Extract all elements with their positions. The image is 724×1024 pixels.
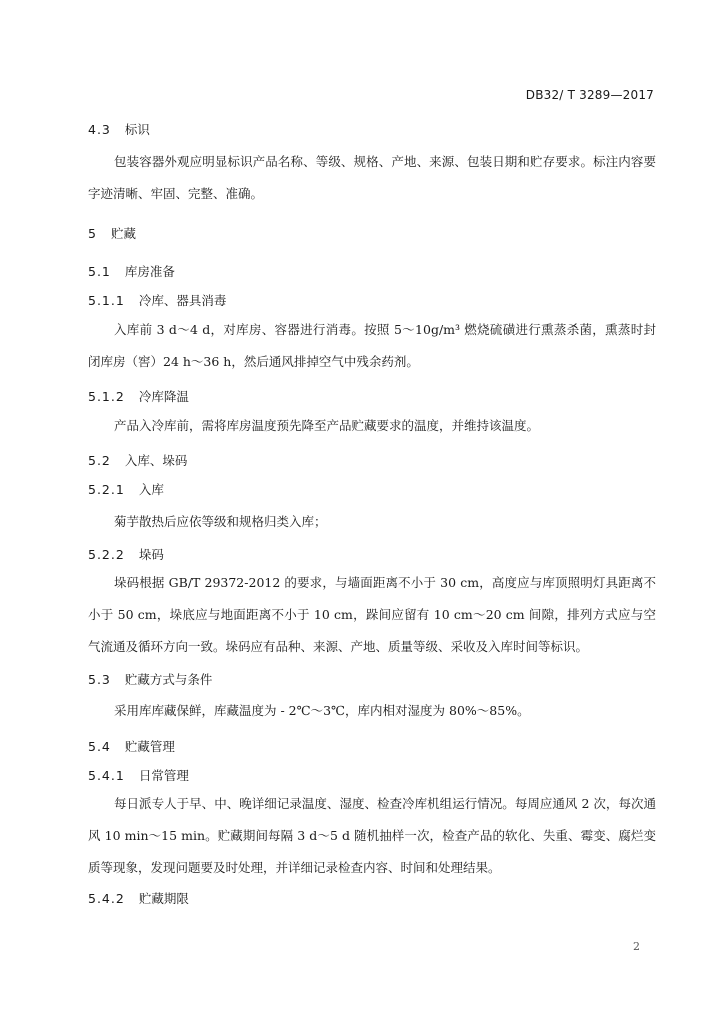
- section-number: 5.2: [88, 453, 111, 468]
- section-number: 5.2.2: [88, 547, 125, 562]
- heading-5-1-2: [88, 387, 189, 405]
- section-number: 5.3: [88, 672, 111, 687]
- section-title: 冷库降温: [138, 389, 189, 404]
- heading-5-3: [88, 670, 212, 688]
- section-title: 日常管理: [138, 768, 189, 783]
- section-number: 4.3: [88, 122, 111, 137]
- section-number: 5.4.2: [88, 891, 125, 906]
- section-number: 5.1.2: [88, 389, 125, 404]
- paragraph-5-4-1: 每日派专人于早、中、晚详细记录温度、湿度、检查冷库机组运行情况。每周应通风 2 次，每次通风 10 min～15 min。贮藏期间每隔 3 d～5 d 随机抽样一次，检查产品的软化、失重、霉变、腐烂变质等现象，发现问题要及时处理，并详细记录检查内容、时间和处理结果。: [88, 796, 656, 875]
- heading-5: [88, 224, 136, 242]
- paragraph-4-3: 包装容器外观应明显标识产品名称、等级、规格、产地、来源、包装日期和贮存要求。标注内容要字迹清晰、牢固、完整、准确。: [88, 154, 656, 201]
- heading-5-4: [88, 737, 175, 755]
- section-number: 5.4: [88, 739, 111, 754]
- paragraph-5-2-1: 菊芋散热后应依等级和规格归类入库；: [114, 514, 327, 529]
- section-title: 贮藏: [110, 226, 136, 241]
- paragraph-5-1-2: 产品入冷库前，需将库房温度预先降至产品贮藏要求的温度，并维持该温度。: [114, 418, 540, 433]
- heading-5-4-1: [88, 766, 189, 784]
- heading-5-4-2: [88, 889, 189, 907]
- section-number: 5.2.1: [88, 482, 125, 497]
- paragraph-5-2-2: 垛码根据 GB/T 29372-2012 的要求，与墙面距离不小于 30 cm，高度应与库顶照明灯具距离不小于 50 cm，垛底应与地面距离不小于 10 cm，跺间应留有 10 cm～20 cm 间隙，排列方式应与空气流通及循环方向一致。垛码应有品种、来源、产地、质量等级、采收及入库时间等标识。: [88, 575, 656, 654]
- standard-code: DB32/ T 3289—2017: [525, 88, 654, 102]
- section-title: 垛码: [138, 547, 164, 562]
- section-number: 5.1.1: [88, 293, 125, 308]
- section-title: 标识: [124, 122, 150, 137]
- page-number: 2: [633, 940, 640, 953]
- paragraph-5-1-1: 入库前 3 d～4 d，对库房、容器进行消毒。按照 5～10g/m³ 燃烧硫磺进行熏蒸杀菌，熏蒸时封闭库房（窖）24 h～36 h，然后通风排掉空气中残余药剂。: [88, 322, 656, 369]
- section-title: 贮藏管理: [124, 739, 175, 754]
- section-number: 5.4.1: [88, 768, 125, 783]
- section-title: 入库、垛码: [124, 453, 188, 468]
- heading-5-1-1: [88, 291, 226, 309]
- section-title: 贮藏期限: [138, 891, 189, 906]
- heading-5-1: [88, 262, 175, 280]
- heading-5-2-2: [88, 545, 164, 563]
- heading-4-3: [88, 120, 150, 138]
- section-number: 5: [88, 226, 97, 241]
- section-title: 库房准备: [124, 264, 175, 279]
- section-title: 入库: [138, 482, 164, 497]
- section-title: 冷库、器具消毒: [138, 293, 227, 308]
- section-title: 贮藏方式与条件: [124, 672, 213, 687]
- heading-5-2: [88, 451, 187, 469]
- paragraph-5-3: 采用库库藏保鲜，库藏温度为 - 2℃～3℃，库内相对湿度为 80%～85%。: [114, 703, 530, 718]
- heading-5-2-1: [88, 480, 164, 498]
- section-number: 5.1: [88, 264, 111, 279]
